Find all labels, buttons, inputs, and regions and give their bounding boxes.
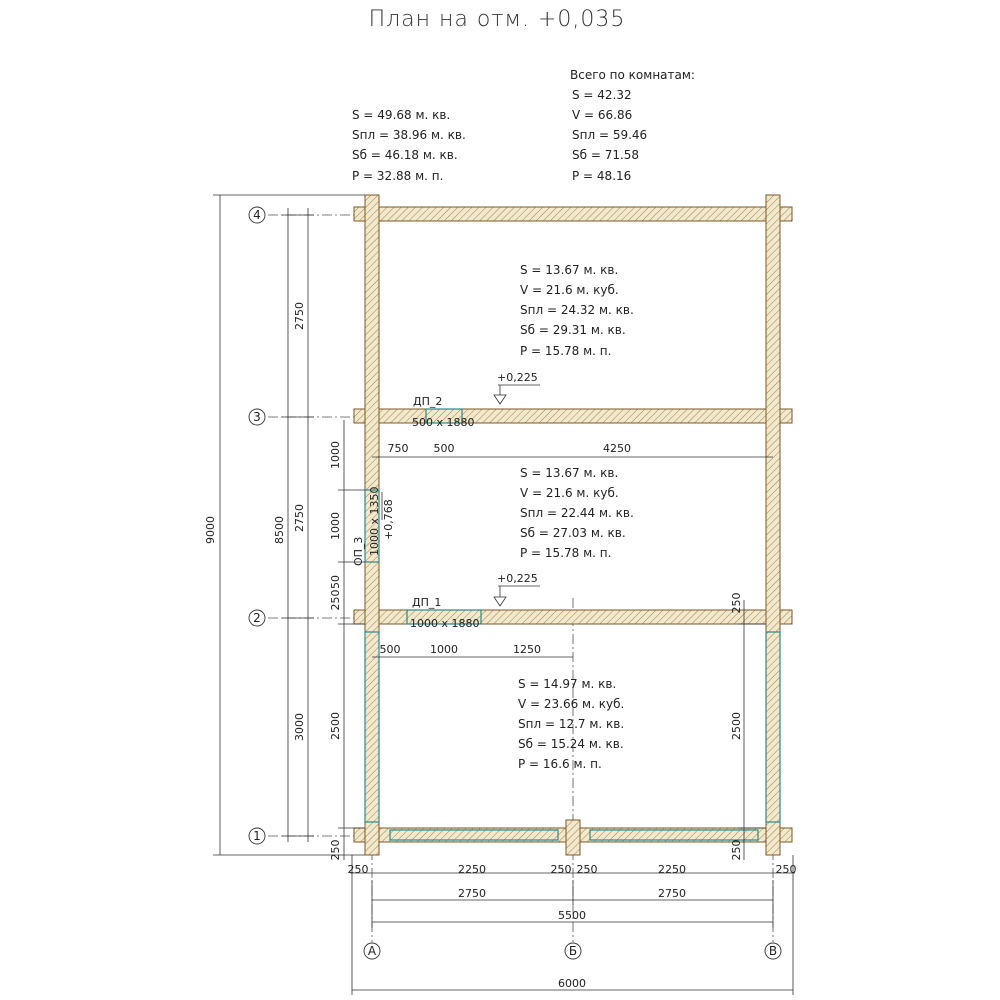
dim-text: 250: [775, 863, 797, 876]
level-mark-upper: [494, 371, 540, 404]
summary-line: V = 66.86: [572, 108, 633, 122]
room-info-line: Sпл = 12.7 м. кв.: [518, 717, 625, 731]
room-info-line: V = 21.6 м. куб.: [520, 486, 619, 500]
room-info-line: P = 15.78 м. п.: [520, 344, 612, 358]
dim-text: 1000: [329, 441, 342, 469]
dim-text: 2250: [458, 863, 486, 876]
axis-label: 4: [253, 208, 261, 222]
room-info-line: P = 16.6 м. п.: [518, 757, 602, 771]
level-triangle-icon: [494, 597, 506, 606]
dim-text: 3000: [293, 713, 306, 741]
axis-bubbles-rows: [249, 207, 265, 844]
opening-tag: ДП_2: [413, 395, 443, 408]
dim-text: 5500: [558, 909, 586, 922]
opening-size: 1000 х 1350: [368, 486, 381, 556]
opening-tag: ОП_3: [352, 536, 365, 566]
dim-text: 2750: [458, 887, 486, 900]
level-mark-lower: [494, 572, 540, 606]
room-4-3: [520, 263, 634, 358]
summary-line: Sпл = 38.96 м. кв.: [352, 128, 466, 142]
opening-level: +0,768: [382, 499, 395, 540]
axis-label: 3: [253, 410, 261, 424]
room-3-2: [520, 466, 634, 560]
room-info-line: S = 13.67 м. кв.: [520, 263, 619, 277]
dim-text: 1000: [430, 643, 458, 656]
dim-text: 250: [730, 839, 743, 861]
dim-text: 2250: [658, 863, 686, 876]
room-info-line: P = 15.78 м. п.: [520, 546, 612, 560]
summary-line: Sпл = 59.46: [572, 128, 648, 142]
dim-text: 9000: [204, 516, 217, 544]
dim-text: 250: [550, 863, 572, 876]
dim-text: 50: [329, 575, 342, 589]
summary-line: S = 49.68 м. кв.: [352, 108, 451, 122]
opening-size: 500 х 1880: [412, 416, 475, 429]
dim-text: 2500: [329, 712, 342, 740]
dim-text: 2750: [658, 887, 686, 900]
room-info-line: Sб = 15.24 м. кв.: [518, 737, 624, 751]
axis-label: А: [367, 944, 377, 958]
dim-text: 2500: [730, 712, 743, 740]
opening-op3: [352, 487, 395, 567]
dim-text: 250: [329, 839, 342, 861]
room-info-line: Sпл = 22.44 м. кв.: [520, 506, 634, 520]
room-info-line: V = 21.6 м. куб.: [520, 283, 619, 297]
level-value: +0,225: [497, 572, 538, 585]
dim-text: 1250: [513, 643, 541, 656]
house-summary: [352, 108, 466, 183]
summary-line: S = 42.32: [572, 88, 632, 102]
axis-label: Б: [568, 944, 578, 958]
room-info-line: Sб = 27.03 м. кв.: [520, 526, 626, 540]
opening-size: 1000 х 1880: [410, 617, 480, 630]
dim-text: 6000: [558, 977, 586, 990]
room-info-line: S = 13.67 м. кв.: [520, 466, 619, 480]
room-info-line: S = 14.97 м. кв.: [518, 677, 617, 691]
axis-label: 1: [253, 829, 261, 843]
plan-title: План на отм. +0,035: [368, 7, 626, 32]
room-info-line: Sб = 29.31 м. кв.: [520, 323, 626, 337]
dim-text: 500: [433, 442, 455, 455]
room-2-1: [518, 677, 624, 771]
dim-text: 4250: [603, 442, 631, 455]
summary-line: P = 32.88 м. п.: [352, 169, 444, 183]
dim-text: 250: [347, 863, 369, 876]
dim-text: 250: [730, 592, 743, 614]
rooms-total-heading: Всего по комнатам:: [570, 68, 695, 82]
summary-line: Sб = 46.18 м. кв.: [352, 148, 458, 162]
rooms-total-summary: [570, 68, 695, 183]
dim-text: 750: [387, 442, 409, 455]
level-value: +0,225: [497, 371, 538, 384]
dim-text: 2750: [293, 504, 306, 532]
level-triangle-icon: [494, 395, 506, 404]
dim-text: 250: [329, 589, 342, 611]
axis-label: В: [768, 944, 778, 958]
dim-text: 250: [576, 863, 598, 876]
summary-line: P = 48.16: [572, 169, 632, 183]
axis-label: 2: [253, 611, 261, 625]
dim-text: 1000: [329, 512, 342, 540]
summary-line: Sб = 71.58: [572, 148, 640, 162]
dim-text: 500: [379, 643, 401, 656]
room-info-line: V = 23.66 м. куб.: [518, 697, 625, 711]
axis-bubbles-cols: [364, 943, 781, 959]
room-info-line: Sпл = 24.32 м. кв.: [520, 303, 634, 317]
opening-tag: ДП_1: [412, 596, 442, 609]
dim-text: 2750: [293, 302, 306, 330]
dimension-texts: [204, 302, 797, 990]
dim-text: 8500: [273, 516, 286, 544]
